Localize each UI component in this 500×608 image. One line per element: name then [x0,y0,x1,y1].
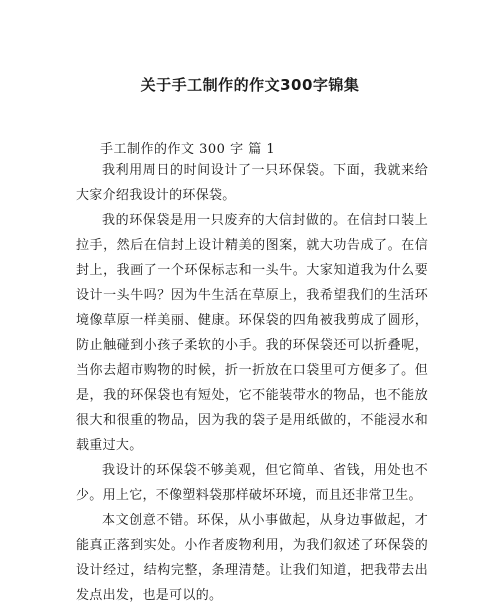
section-heading: 手工制作的作文 300 字 篇 1 [100,142,276,157]
paragraph-3: 我设计的环保袋不够美观，但它简单、省钱，用处也不少。用上它，不像塑料袋那样破坏环境，而且还非常卫生。 [76,463,428,503]
paragraph-1: 我利用周日的时间设计了一只环保袋。下面，我就来给大家介绍我设计的环保袋。 [76,163,428,203]
body-text [76,158,428,608]
paragraph-2: 我的环保袋是用一只废弃的大信封做的。在信封口装上拉手，然后在信封上设计精美的图案，就大功告成了。在信封上，我画了一个环保标志和一头牛。大家知道我为什么要设计一头牛吗？因为牛生活在草原上，我希望我们的生活环境像草原一样美丽、健康。环保袋的四角被我剪成了圆形，防止触碰到小孩子柔软的小手。我的环保袋还可以折叠呢，当你去超市购物的时候，折一折放在口袋里可方便多了。但是，我的环保袋也有短处，它不能装带水的物品，也不能放很大和很重的物品，因为我的袋子是用纸做的，不能浸水和载重过大。 [76,213,428,453]
paragraph-4: 本文创意不错。环保，从小事做起，从身边事做起，才能真正落到实处。小作者废物利用，为我们叙述了环保袋的设计经过，结构完整，条理清楚。让我们知道，把我带去出发点出发，也是可以的。 [76,513,428,603]
document-title: 关于手工制作的作文300字锦集 [140,76,360,94]
